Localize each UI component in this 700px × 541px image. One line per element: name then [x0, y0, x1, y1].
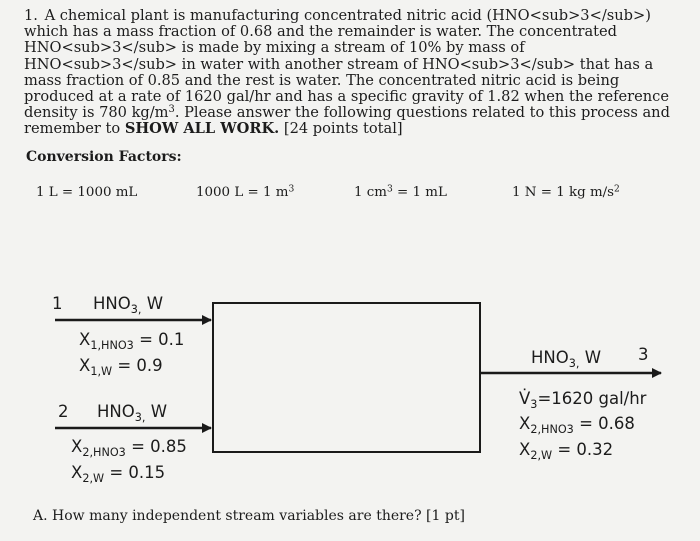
conversion-factor-liter-ml: 1 L = 1000 mL	[36, 185, 138, 200]
stream-3-x-w: $X_{2,W} = 0.32$	[519, 440, 614, 462]
stream-2-label: $HNO_{3,}$ W	[97, 402, 168, 424]
stream-3-x-hno3: $X_{2,HNO3} = 0.68$	[519, 414, 635, 436]
conversion-factor-newton: 1 N = 1 kg $m/s^2$	[512, 184, 620, 200]
show-work-instruction: SHOW ALL WORK.	[124, 120, 280, 138]
points-total: [24 points total]	[283, 120, 403, 138]
stream-2-x-w: $X_{2,W} = 0.15$	[71, 463, 166, 485]
stream-3-number: 3	[638, 345, 649, 364]
question-a: A. How many independent stream variables are there? [1 pt]	[33, 508, 465, 524]
stream-3-flow-rate: $V̇_3=1620$ gal/hr	[519, 389, 647, 411]
stream-3-label: $HNO_{3,}$ W	[531, 348, 602, 370]
conversion-factors-title: Conversion Factors:	[26, 149, 182, 165]
stream-2-number: 2	[58, 402, 69, 421]
mixer-unit-box	[213, 303, 480, 452]
problem-number: 1.	[24, 7, 38, 24]
stream-1-number: 1	[52, 294, 63, 313]
stream-1-x-hno3: $X_{1,HNO3} = 0.1$	[79, 330, 185, 352]
stream-1-x-w: $X_{1,W} = 0.9$	[79, 356, 163, 378]
problem-text: A chemical plant is manufacturing concentrated nitric acid (HNO<sub>3</sub>) which has a mass fraction of 0.68 and the remainder is water. The concentrated HNO<sub>3</sub> is made by mixing a stream of 10% by mass of HNO<sub>3</sub> in water with another stream of HNO<sub>3</sub> that has a mass fraction of 0.85 and the rest is water. The concentrated nitric acid is being produced at a rate of 1620 gal/hr and has a specific gravity of 1.82 when the reference density is 780 $kg/m^3$. Please answer the following questions related to this process and remember to	[24, 7, 670, 138]
conversion-factor-cm3-ml: 1 $cm^3 = 1$ mL	[354, 184, 447, 200]
stream-2-x-hno3: $X_{2,HNO3} = 0.85$	[71, 437, 187, 459]
stream-1-label: $HNO_{3,}$ W	[93, 294, 164, 316]
conversion-factor-liter-m3: 1000 L = 1 $m^3$	[196, 184, 295, 200]
